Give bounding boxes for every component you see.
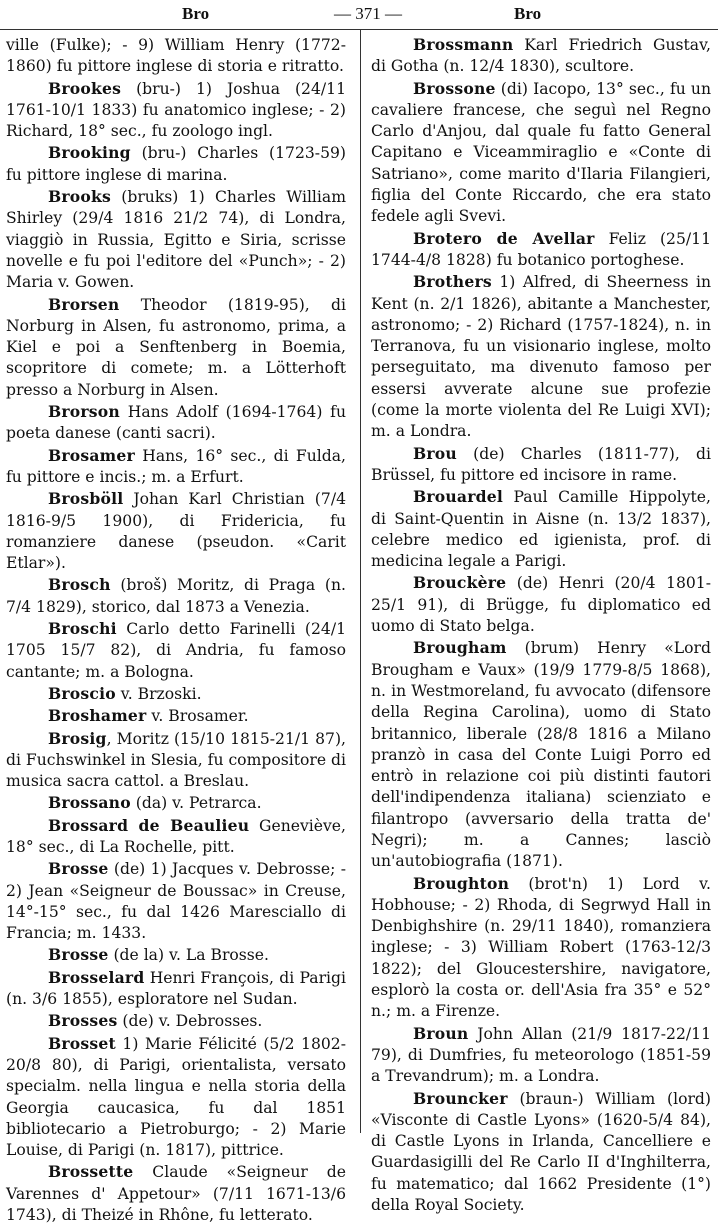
entry-text: , Moritz (15/10 1815-21/1 87), di Fuchswinkel in Slesia, fu compositore di musica sacra cattol. a Breslau. [6, 729, 346, 791]
header-right-guideword: Bro [514, 4, 542, 23]
entry-headword: Brossano [48, 793, 131, 813]
entry-text: (de la) v. La Brosse. [108, 946, 269, 965]
entry-headword: Brouardel [413, 487, 504, 507]
entry-headword: Brosse [48, 859, 109, 879]
entry-text: (bru-) Charles (1723-59) fu pittore inglese di marina. [6, 144, 346, 184]
entry-headword: Brou [413, 443, 457, 463]
entry-headword: Brosses [48, 1011, 118, 1031]
entry-text: Johan Karl Christian (7/4 1816-9/5 1900), di Fridericia, fu romanziere danese (pseudon. «Carit Etlar»). [6, 490, 346, 573]
entry [6, 728, 346, 793]
entry [371, 1023, 711, 1088]
entry-headword: Brosamer [48, 445, 135, 465]
entry [6, 683, 346, 705]
entry-text: (bru-) 1) Joshua (24/11 1761-10/1 1833) fu anatomico inglese; - 2) Richard, 18° sec., fu zoologo ingl. [6, 79, 346, 141]
entry-text: 1) Marie Félicité (5/2 1802-20/8 80), di Parigi, orientalista, versato specialm. nella lingua e nella storia della Georgia caucasica, fu dal 1851 bibliotecario a Pietroburgo; - 2) Marie Louise, di Parigi (n. 1817), pittrice. [6, 1034, 346, 1160]
entry [6, 186, 346, 293]
entry [371, 1088, 711, 1217]
entry-headword: Brossmann [413, 35, 514, 54]
entry-text: John Allan (21/9 1817-22/11 79), di Dumfries, fu meteorologo (1851-59 a Trevandrum); m. a Londra. [371, 1024, 711, 1086]
entry [371, 78, 711, 228]
entry [6, 574, 346, 618]
entry [6, 815, 346, 859]
entry [6, 705, 346, 727]
entry [6, 142, 346, 186]
entry [6, 488, 346, 574]
entry-headword: Broschi [48, 619, 117, 639]
header-rule [0, 29, 718, 30]
entry-headword: Brosselard [48, 967, 145, 987]
page-number: — 371 — [334, 4, 402, 23]
entry [6, 34, 346, 78]
entry-headword: Brossone [413, 78, 496, 98]
entry-headword: Broshamer [48, 706, 147, 726]
entry [371, 637, 711, 872]
entry-headword: Brorson [48, 402, 120, 422]
entry-headword: Brosse [48, 945, 109, 965]
entry-text: Hans Adolf (1694-1764) fu poeta danese (canti sacri). [6, 403, 346, 443]
entry-text: (de) 1) Jacques v. Debrosse; - 2) Jean «Seigneur de Boussac» in Creuse, 14°-15° sec., fu dal 1426 Maresciallo di Francia; m. 1433. [6, 860, 346, 943]
entry-text: Henri François, di Parigi (n. 3/6 1855), esploratore nel Sudan. [6, 968, 346, 1009]
left-column [6, 34, 346, 1225]
entry-text: Feliz (25/11 1744-4/8 1828) fu botanico portoghese. [371, 229, 712, 269]
entry [6, 944, 346, 966]
entry-text: (de) Henri (20/4 1801-25/1 91), di Brügge, fu diplomatico ed uomo di Stato belga. [371, 574, 711, 636]
entry-text: (bruks) 1) Charles William Shirley (29/4 1816 21/2 74), di Londra, viaggiò in Russia, Egitto e Siria, scrisse novelle e fu poi l'editore del «Punch»; - 2) Maria v. Gowen. [6, 188, 346, 292]
entry [6, 401, 346, 445]
entry-headword: Broughton [413, 873, 510, 893]
entry-headword: Brosch [48, 575, 111, 595]
entry-text: (brum) Henry «Lord Brougham e Vaux» (19/9 1779-8/5 1868), n. in Westmoreland, fu avvocato (difensore della Regina Carolina), uomo di Stato britannico, liberale (28/8 1816 a Milano pranzò in casa del Conte Luigi Porro ed entrò in relazione coi più distinti fautori dell'indipendenza italiana) scienziato e filantropo (avversario della tratta de' Negri); m. a Cannes; lasciò un'autobiografia (1871). [371, 639, 711, 871]
entry [6, 1010, 346, 1032]
entry-text: ville (Fulke); - 9) William Henry (1772-1860) fu pittore inglese di storia e ritratto. [6, 36, 346, 76]
entry-text: Claude «Seigneur de Varennes d' Appetour» (7/11 1671-13/6 1743), di Theizé in Rhône, fu letterato. [6, 1163, 346, 1225]
entry-text: (brot'n) 1) Lord v. Hobhouse; - 2) Rhoda, di Segrwyd Hall in Denbighshire (n. 29/11 1840), romanziera inglese; - 3) William Robert (1763-12/3 1822); del Gloucestershire, navigatore, esplorò la costa or. dell'Asia fra 35° e 52° n.; m. a Firenze. [371, 874, 711, 1021]
entry-headword: Brothers [413, 272, 492, 292]
entry-headword: Brotero de Avellar [413, 228, 595, 248]
entry [371, 572, 711, 637]
entry-headword: Brougham [413, 638, 507, 658]
entry-text: Geneviève, 18° sec., di La Rochelle, pitt. [6, 816, 346, 856]
entry-headword: Broscio [48, 683, 116, 703]
entry-text: (braun-) William (lord) «Visconte di Castle Lyons» (1620-5/4 84), di Castle Lyons in Irlanda, Cancelliere e Guardasigilli del Re Carlo II d'Inghilterra, fu matematico; dal 1662 Presidente (1°) della Royal Society. [371, 1089, 711, 1215]
entry-text: v. Brosamer. [146, 707, 249, 726]
entry [6, 792, 346, 814]
entry [6, 294, 346, 401]
entry [6, 618, 346, 683]
entry [6, 78, 346, 143]
column-divider [360, 30, 361, 1133]
entry-text: 1) Alfred, di Sheerness in Kent (n. 2/1 1826), abitante a Manchester, astronomo; - 2) Richard (1757-1824), n. in Terranova, fu un visionario inglese, molto perseguitato, ma divenuto famoso per essersi avverate alcune sue profezie (come la morte violenta del Re Luigi XVI); m. a Londra. [371, 273, 711, 441]
entry-headword: Brouckère [413, 573, 507, 593]
entry [6, 1033, 346, 1162]
entry-text: v. Brzoski. [115, 684, 202, 703]
entry-text: (broš) Moritz, di Praga (n. 7/4 1829), storico, dal 1873 a Venezia. [6, 576, 346, 616]
entry-text: Hans, 16° sec., di Fulda, fu pittore e incis.; m. a Erfurt. [6, 446, 346, 486]
entry [371, 486, 711, 572]
entry-headword: Brouncker [413, 1088, 508, 1108]
entry [6, 858, 346, 944]
entry-headword: Brosböll [48, 489, 124, 509]
entry-text: (da) v. Petrarca. [130, 794, 262, 813]
entry [371, 271, 711, 442]
header-left-guideword: Bro [182, 4, 210, 23]
entry-headword: Brooking [48, 143, 131, 163]
entry [6, 445, 346, 489]
entry-headword: Brossette [48, 1162, 134, 1182]
entry [371, 873, 711, 1023]
entry-headword: Brookes [48, 78, 122, 98]
entry-text: Theodor (1819-95), di Norburg in Alsen, fu astronomo, prima, a Kiel e poi a Senftenberg in Boemia, scopritore di comete; m. a Lötterhoft presso a Norburg in Alsen. [6, 295, 346, 399]
entry-text: (de) v. Debrosses. [117, 1012, 263, 1031]
entry-text: (di) Iacopo, 13° sec., fu un cavaliere francese, che seguì nel Regno Carlo d'Anjou, dal quale fu fatto General Capitano e Viceammiraglio e «Conte di Satriano», come marito d'Ilaria Filangieri, figlia del Conte Riccardo, che era stato fedele agli Svevi. [371, 79, 711, 226]
entry-headword: Broun [413, 1023, 469, 1043]
entry-text: (de) Charles (1811-77), di Brüssel, fu pittore ed incisore in rame. [371, 444, 711, 484]
running-header [0, 0, 718, 30]
entry-headword: Brossard de Beaulieu [48, 815, 250, 835]
entry-headword: Brorsen [48, 294, 120, 314]
entry-headword: Brosset [48, 1033, 116, 1053]
entry-text: Karl Friedrich Gustav, di Gotha (n. 12/4 1830), scultore. [371, 36, 711, 76]
entry [371, 34, 711, 78]
right-column [371, 34, 712, 1215]
entry-headword: Brooks [48, 187, 111, 207]
entry [371, 443, 711, 487]
entry [371, 228, 711, 272]
entry-text: Paul Camille Hippolyte, di Saint-Quentin in Aisne (n. 13/2 1837), celebre medico ed igienista, prof. di medicina legale a Parigi. [371, 488, 711, 571]
entry-headword: Brosig [48, 728, 107, 748]
entry [6, 1161, 346, 1226]
entry [6, 967, 346, 1011]
entry-text: Carlo detto Farinelli (24/1 1705 15/7 82), di Andria, fu famoso cantante; m. a Bologna. [6, 620, 346, 681]
